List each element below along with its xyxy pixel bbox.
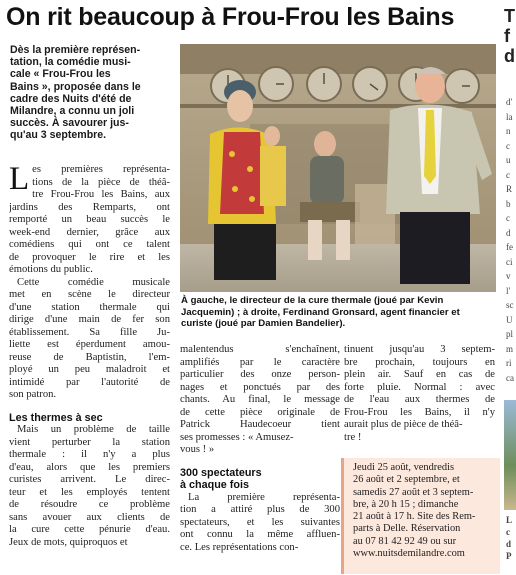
article-headline: On rit beaucoup à Frou-Frou les Bains [6,3,455,31]
text-line: Dès la première représen- [10,44,141,56]
text-line: particulier des onze person- [180,369,340,380]
neighbour-text-fragment: la [506,111,513,122]
neighbour-text-fragment: c [506,169,510,180]
text-line: tre Frou-Frou les Bains, aux [32,189,170,200]
neighbour-text-fragment: sc [506,300,514,310]
text-line: succès. À savourer jus- [10,117,129,130]
neighbour-text-fragment: m [506,343,514,354]
text-line: tre ! [344,431,362,443]
neighbour-text-fragment: U [506,314,513,325]
text-line: de l'eau aux thermes de [344,394,495,405]
neighbour-text-fragment: d' [506,97,513,107]
text-line: Jeudi 25 août, vendredis [353,462,454,473]
text-line: week-end dernier, grâce aux [9,226,170,238]
text-line: bre, à 20 h 15 ; dimanche [353,498,459,510]
neighbour-text-fragment: n [506,126,511,136]
neighbour-text-fragment: c [506,213,510,223]
text-line: Patrick Haudecoeur tient [180,419,340,430]
text-line: curiste (joué par Damien Bandelier). [181,318,346,330]
text-line: tation, la comédie musi- [10,56,131,69]
neighbour-caption-fragment: c [506,527,510,537]
neighbour-heading-fragment: f [504,26,510,46]
neighbour-photo [504,400,516,510]
text-line: thermale : il n'y a plus [9,449,170,460]
text-line: plein air. Sauf en cas de [344,369,495,380]
adjacent-article-strip [500,0,516,575]
neighbour-text-fragment: R [506,184,513,194]
text-line: chants. Au final, le message [180,394,340,405]
neighbour-caption-fragment: L [506,515,513,525]
text-line: samedis 27 août et 3 septem- [353,486,474,498]
subheading-thermes: Les thermes à sec [9,411,103,424]
text-line: bre prochain, toujours en [344,356,495,368]
neighbour-heading-fragment: T [504,6,515,26]
text-line: Bains », proposée dans le [10,80,141,93]
article-column-3 [344,344,495,444]
text-line: tinuent jusqu'au 3 septem- [344,344,495,355]
text-line: ployé un peu maladroit et [9,364,170,375]
text-line: met en scène le directeur [9,289,170,300]
text-line: liette est éperdument amou- [9,339,170,350]
text-line: 300 spectateurs [180,466,262,479]
text-line: ont connu la même affluen- [180,529,340,540]
neighbour-caption-fragment: P [506,551,512,561]
text-line: Cette comédie musicale [17,276,170,288]
drop-cap: L [9,161,30,197]
text-line: aurait plus de pièce de théâ- [344,419,463,430]
text-line: 26 août et 2 septembre, et [353,474,460,486]
text-line: amplifiés par le caractère [180,356,340,368]
text-line: remporté un beau succès le [9,214,170,225]
text-line: malentendus s'enchaînent, [180,344,340,355]
text-line: www.nuitsdemilandre.com [353,548,465,560]
text-line: parts à Delle. Réservation [353,523,461,535]
text-line: Jeux de mots, quiproquos et [9,536,128,548]
text-line: Frou-Frou les Bains, il n'y [344,406,495,418]
text-line: es premières représenta- [32,164,170,175]
text-line: cadre des Nuits d'été de [10,92,132,105]
neighbour-text-fragment: ca [506,372,514,383]
text-line: forte pluie. Normal : avec [344,381,495,393]
neighbour-text-fragment: ri [506,358,512,368]
text-line: établissement. Sa fille Ju- [9,326,170,338]
text-line: d'eau, alors que les premiers [9,461,170,473]
article-lede [10,44,170,142]
text-line: jardins des Remparts, ont [9,201,170,213]
neighbour-text-fragment: u [506,155,511,165]
text-line: ses promesses : « Amusez- [180,431,294,443]
text-line: spectateurs, et les suivantes [180,516,340,528]
text-line: vous ! » [180,444,215,455]
article-column-2 [180,344,340,554]
text-line: la cure cette pénurie d'eau. [9,524,170,535]
text-line: de cette pièce originale de [180,406,340,418]
text-line: tions de la pièce de théâ- [32,176,170,188]
text-line: de résoudre ce problème [9,499,170,510]
text-line: ce. Les représentations con- [180,541,299,553]
neighbour-text-fragment: l' [506,285,511,296]
article-column-1 [9,161,170,549]
neighbour-text-fragment: ci [506,256,513,267]
neighbour-heading-fragment: d [504,46,515,66]
text-line: émotions du public. [9,264,93,275]
text-line: À gauche, le directeur de la cure thermale (joué par Kevin [181,295,444,306]
neighbour-text-fragment: c [506,140,510,151]
text-line: à chaque fois [180,479,249,491]
text-line: tion a attiré plus de 300 [180,504,340,515]
text-line: 21 août à 17 h. Site des Rem- [353,511,476,523]
neighbour-text-fragment: pl [506,329,514,339]
neighbour-caption-fragment: d [506,539,512,549]
neighbour-text-fragment: b [506,198,511,209]
text-line: de provoquer le rire et les [9,251,170,263]
neighbour-text-fragment: fe [506,242,513,252]
text-line: Milandre, a connu un joli [10,105,135,118]
text-line: teur et les employés tentent [9,486,170,498]
text-line: Mais un problème de taille [17,424,170,435]
text-line: qu'au 3 septembre. [10,129,107,142]
text-line: dirige d'une main de fer son [9,314,170,325]
text-line: d'une station thermale qui [9,301,170,313]
text-line: reuse de Baptistin, l'em- [9,351,170,363]
text-line: curistes arrivent. Le direc- [9,474,170,485]
neighbour-text-fragment: d [506,227,511,238]
text-line: comédiens qui ont ce talent [9,239,170,250]
text-line: Jacquemin) ; à droite, Ferdinand Gronsard, agent financier et [181,306,460,318]
text-line: au 07 81 42 92 49 ou sur [353,535,457,547]
text-line: La première représenta- [188,491,340,503]
subheading-spectateurs [180,467,340,492]
practical-info-box [341,458,504,574]
neighbour-text-fragment: v [506,271,511,281]
text-line: sans avouer aux clients de [9,511,170,523]
text-line: intimidé par l'autorité de [9,376,170,388]
article-photo [180,44,496,292]
photo-caption [181,295,499,330]
text-line: cale « Frou-Frou les [10,68,111,81]
text-line: nages et ponctués par des [180,381,340,393]
text-line: son patron. [9,389,57,400]
text-line: vient perturber la station [9,436,170,448]
